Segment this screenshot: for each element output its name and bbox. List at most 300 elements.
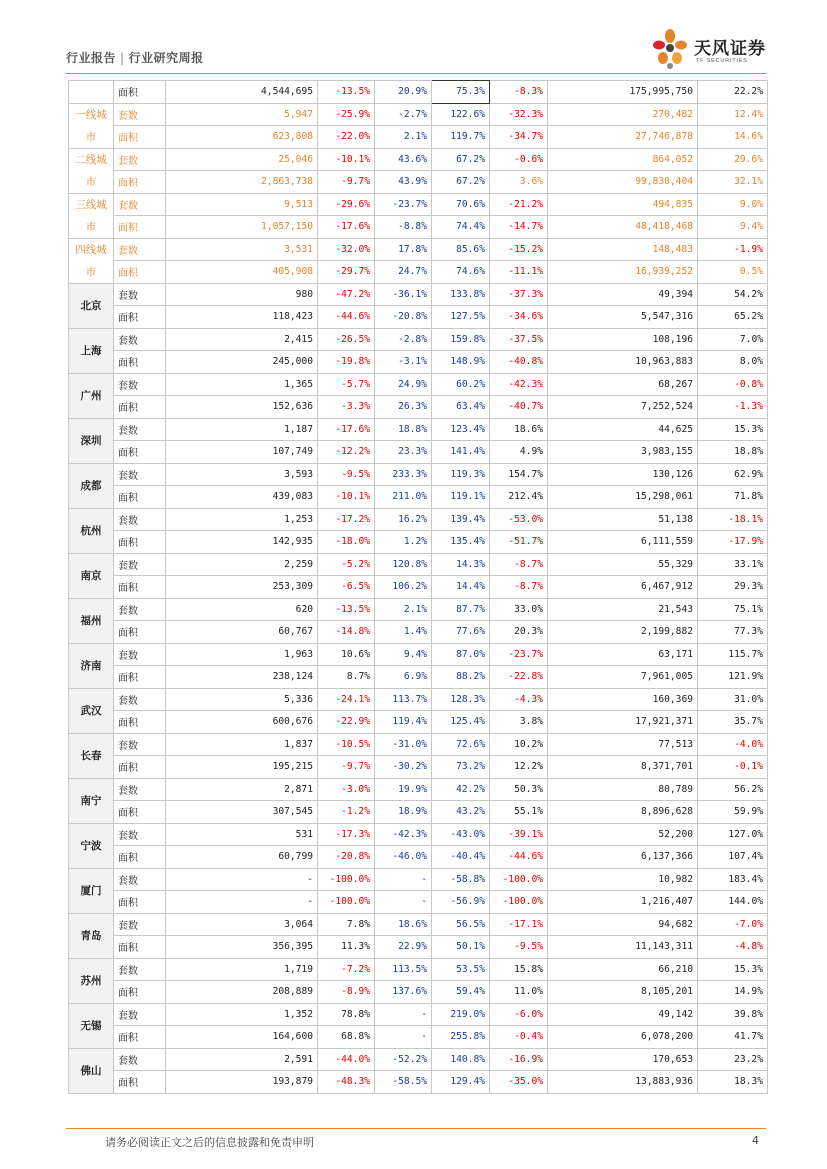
- value-cell: 5,947: [166, 103, 318, 126]
- value-cell: 15.3%: [698, 958, 768, 981]
- page-number: 4: [752, 1134, 759, 1147]
- value-cell: 7.0%: [698, 328, 768, 351]
- table-row: [69, 463, 768, 486]
- value-cell: 980: [166, 283, 318, 306]
- value-cell: 19.9%: [375, 778, 432, 801]
- city-cell: [69, 193, 114, 238]
- city-cell: [69, 238, 114, 283]
- value-cell: 50.3%: [490, 778, 548, 801]
- metric-cell: 面积: [114, 801, 166, 824]
- value-cell: 5,547,316: [548, 306, 698, 329]
- value-cell: -25.9%: [318, 103, 375, 126]
- metric-cell: 面积: [114, 216, 166, 239]
- value-cell: 6,467,912: [548, 576, 698, 599]
- value-cell: 24.7%: [375, 261, 432, 284]
- value-cell: -9.7%: [318, 756, 375, 779]
- table-row: [69, 396, 768, 419]
- value-cell: -42.3%: [375, 823, 432, 846]
- table-row: [69, 306, 768, 329]
- table-row: [69, 576, 768, 599]
- value-cell: 18.8%: [375, 418, 432, 441]
- table-row: [69, 486, 768, 509]
- value-cell: -: [166, 868, 318, 891]
- value-cell: 20.3%: [490, 621, 548, 644]
- metric-cell: 面积: [114, 81, 166, 104]
- value-cell: 18.8%: [698, 441, 768, 464]
- value-cell: -18.0%: [318, 531, 375, 554]
- city-name: 济南: [80, 660, 102, 672]
- value-cell: -0.4%: [490, 1026, 548, 1049]
- value-cell: 144.0%: [698, 891, 768, 914]
- value-cell: -29.7%: [318, 261, 375, 284]
- value-cell: 148,483: [548, 238, 698, 261]
- value-cell: 129.4%: [432, 1071, 490, 1094]
- value-cell: -9.7%: [318, 171, 375, 194]
- value-cell: 63.4%: [432, 396, 490, 419]
- value-cell: -5.2%: [318, 553, 375, 576]
- value-cell: 22.2%: [698, 81, 768, 104]
- value-cell: 2,259: [166, 553, 318, 576]
- value-cell: 70.6%: [432, 193, 490, 216]
- metric-cell: 面积: [114, 441, 166, 464]
- value-cell: -10.1%: [318, 486, 375, 509]
- value-cell: 115.7%: [698, 643, 768, 666]
- report-category: 行业报告: [66, 51, 117, 65]
- value-cell: -44.6%: [318, 306, 375, 329]
- table-row: [69, 1071, 768, 1094]
- value-cell: -10.5%: [318, 733, 375, 756]
- value-cell: 2.1%: [375, 598, 432, 621]
- value-cell: 29.3%: [698, 576, 768, 599]
- logo-name-cn: 天风证券: [694, 39, 766, 59]
- value-cell: 620: [166, 598, 318, 621]
- table-row: [69, 936, 768, 959]
- value-cell: -100.0%: [318, 868, 375, 891]
- value-cell: 0.5%: [698, 261, 768, 284]
- value-cell: 208,889: [166, 981, 318, 1004]
- value-cell: 5,336: [166, 688, 318, 711]
- value-cell: -3.3%: [318, 396, 375, 419]
- value-cell: 77.3%: [698, 621, 768, 644]
- value-cell: 43.9%: [375, 171, 432, 194]
- value-cell: 159.8%: [432, 328, 490, 351]
- value-cell: -22.0%: [318, 126, 375, 149]
- city-cell: [69, 598, 114, 643]
- value-cell: 160,369: [548, 688, 698, 711]
- value-cell: 119.7%: [432, 126, 490, 149]
- value-cell: 18.3%: [698, 1071, 768, 1094]
- value-cell: 14.4%: [432, 576, 490, 599]
- value-cell: 15.3%: [698, 418, 768, 441]
- value-cell: 130,126: [548, 463, 698, 486]
- value-cell: 9.4%: [698, 216, 768, 239]
- value-cell: -11.1%: [490, 261, 548, 284]
- value-cell: -34.6%: [490, 306, 548, 329]
- value-cell: 35.7%: [698, 711, 768, 734]
- value-cell: 75.1%: [698, 598, 768, 621]
- value-cell: -4.8%: [698, 936, 768, 959]
- value-cell: -8.7%: [490, 553, 548, 576]
- table-row: [69, 193, 768, 216]
- metric-cell: 套数: [114, 913, 166, 936]
- value-cell: 1.4%: [375, 621, 432, 644]
- metric-cell: 套数: [114, 148, 166, 171]
- value-cell: -2.8%: [375, 328, 432, 351]
- value-cell: 55.1%: [490, 801, 548, 824]
- value-cell: 32.1%: [698, 171, 768, 194]
- value-cell: 142,935: [166, 531, 318, 554]
- value-cell: 67.2%: [432, 148, 490, 171]
- value-cell: 2,199,882: [548, 621, 698, 644]
- value-cell: 356,395: [166, 936, 318, 959]
- value-cell: 7,961,005: [548, 666, 698, 689]
- city-name: 上海: [80, 345, 102, 357]
- value-cell: 6.9%: [375, 666, 432, 689]
- value-cell: 85.6%: [432, 238, 490, 261]
- city-name: 二线城 市: [75, 153, 107, 188]
- metric-cell: 套数: [114, 193, 166, 216]
- value-cell: -32.3%: [490, 103, 548, 126]
- value-cell: 9.0%: [698, 193, 768, 216]
- value-cell: 9.4%: [375, 643, 432, 666]
- value-cell: 49,142: [548, 1003, 698, 1026]
- tf-securities-logo: [650, 28, 770, 72]
- value-cell: -58.8%: [432, 868, 490, 891]
- value-cell: 12.4%: [698, 103, 768, 126]
- value-cell: 494,835: [548, 193, 698, 216]
- table-row: [69, 148, 768, 171]
- value-cell: -19.8%: [318, 351, 375, 374]
- metric-cell: 面积: [114, 171, 166, 194]
- value-cell: 59.4%: [432, 981, 490, 1004]
- value-cell: 18.6%: [490, 418, 548, 441]
- value-cell: 3,064: [166, 913, 318, 936]
- value-cell: 77.6%: [432, 621, 490, 644]
- value-cell: 127.5%: [432, 306, 490, 329]
- city-cell: [69, 643, 114, 688]
- value-cell: 33.1%: [698, 553, 768, 576]
- table-row: [69, 238, 768, 261]
- value-cell: 113.5%: [375, 958, 432, 981]
- value-cell: -32.0%: [318, 238, 375, 261]
- value-cell: 1,253: [166, 508, 318, 531]
- value-cell: -4.0%: [698, 733, 768, 756]
- value-cell: 74.6%: [432, 261, 490, 284]
- value-cell: -44.0%: [318, 1048, 375, 1071]
- value-cell: 238,124: [166, 666, 318, 689]
- value-cell: 29.6%: [698, 148, 768, 171]
- value-cell: 120.8%: [375, 553, 432, 576]
- value-cell: -3.1%: [375, 351, 432, 374]
- value-cell: -26.5%: [318, 328, 375, 351]
- metric-cell: 套数: [114, 868, 166, 891]
- value-cell: -: [375, 1026, 432, 1049]
- city-name: 宁波: [80, 840, 102, 852]
- table-row: [69, 1026, 768, 1049]
- table-row: [69, 553, 768, 576]
- value-cell: 1,187: [166, 418, 318, 441]
- metric-cell: 面积: [114, 1026, 166, 1049]
- value-cell: 33.0%: [490, 598, 548, 621]
- metric-cell: 套数: [114, 598, 166, 621]
- city-cell: [69, 553, 114, 598]
- city-cell: [69, 81, 114, 104]
- value-cell: 31.0%: [698, 688, 768, 711]
- value-cell: 1,963: [166, 643, 318, 666]
- table-row: [69, 981, 768, 1004]
- value-cell: -17.6%: [318, 418, 375, 441]
- value-cell: 27,746,878: [548, 126, 698, 149]
- metric-cell: 面积: [114, 396, 166, 419]
- value-cell: 18.6%: [375, 913, 432, 936]
- value-cell: 140.8%: [432, 1048, 490, 1071]
- value-cell: 127.0%: [698, 823, 768, 846]
- value-cell: 118,423: [166, 306, 318, 329]
- value-cell: 42.2%: [432, 778, 490, 801]
- table-row: [69, 216, 768, 239]
- value-cell: -51.7%: [490, 531, 548, 554]
- value-cell: 3,593: [166, 463, 318, 486]
- table-row: [69, 418, 768, 441]
- value-cell: 11.3%: [318, 936, 375, 959]
- value-cell: -10.1%: [318, 148, 375, 171]
- table-body: [69, 81, 768, 1094]
- value-cell: 77,513: [548, 733, 698, 756]
- metric-cell: 面积: [114, 711, 166, 734]
- disclaimer-text: 请务必阅读正文之后的信息披露和免责申明: [105, 1136, 314, 1149]
- value-cell: 600,676: [166, 711, 318, 734]
- value-cell: -53.0%: [490, 508, 548, 531]
- city-cell: [69, 1003, 114, 1048]
- value-cell: 135.4%: [432, 531, 490, 554]
- value-cell: -24.1%: [318, 688, 375, 711]
- value-cell: 60.2%: [432, 373, 490, 396]
- metric-cell: 套数: [114, 958, 166, 981]
- value-cell: 59.9%: [698, 801, 768, 824]
- table-row: [69, 261, 768, 284]
- value-cell: -20.8%: [375, 306, 432, 329]
- table-row: [69, 913, 768, 936]
- value-cell: 48,418,468: [548, 216, 698, 239]
- value-cell: -100.0%: [490, 891, 548, 914]
- value-cell: 44,625: [548, 418, 698, 441]
- value-cell: -46.0%: [375, 846, 432, 869]
- metric-cell: 面积: [114, 486, 166, 509]
- city-name: 厦门: [80, 885, 102, 897]
- value-cell: -58.5%: [375, 1071, 432, 1094]
- table-row: [69, 81, 768, 104]
- metric-cell: 套数: [114, 238, 166, 261]
- value-cell: 255.8%: [432, 1026, 490, 1049]
- table-row: [69, 711, 768, 734]
- report-header: [66, 49, 204, 66]
- value-cell: 11.0%: [490, 981, 548, 1004]
- city-name: 福州: [80, 615, 102, 627]
- value-cell: 2,871: [166, 778, 318, 801]
- value-cell: 233.3%: [375, 463, 432, 486]
- value-cell: 23.2%: [698, 1048, 768, 1071]
- value-cell: -40.8%: [490, 351, 548, 374]
- value-cell: 73.2%: [432, 756, 490, 779]
- value-cell: -2.7%: [375, 103, 432, 126]
- value-cell: 22.9%: [375, 936, 432, 959]
- value-cell: -47.2%: [318, 283, 375, 306]
- value-cell: 16,939,252: [548, 261, 698, 284]
- value-cell: 193,879: [166, 1071, 318, 1094]
- metric-cell: 面积: [114, 126, 166, 149]
- value-cell: 87.0%: [432, 643, 490, 666]
- value-cell: 25,046: [166, 148, 318, 171]
- value-cell: 3.6%: [490, 171, 548, 194]
- metric-cell: 面积: [114, 531, 166, 554]
- footer-divider: [66, 1128, 766, 1129]
- value-cell: 8,371,701: [548, 756, 698, 779]
- value-cell: 170,653: [548, 1048, 698, 1071]
- metric-cell: 套数: [114, 418, 166, 441]
- value-cell: 17,921,371: [548, 711, 698, 734]
- table-row: [69, 868, 768, 891]
- report-subcategory: 行业研究周报: [128, 51, 204, 65]
- city-cell: [69, 373, 114, 418]
- value-cell: 10,982: [548, 868, 698, 891]
- table-row: [69, 891, 768, 914]
- city-name: 一线城 市: [75, 108, 107, 143]
- value-cell: 113.7%: [375, 688, 432, 711]
- value-cell: 56.2%: [698, 778, 768, 801]
- value-cell: -100.0%: [318, 891, 375, 914]
- city-name: 苏州: [80, 975, 102, 987]
- value-cell: 63,171: [548, 643, 698, 666]
- table-row: [69, 756, 768, 779]
- value-cell: 94,682: [548, 913, 698, 936]
- value-cell: 20.9%: [375, 81, 432, 104]
- value-cell: 148.9%: [432, 351, 490, 374]
- metric-cell: 套数: [114, 643, 166, 666]
- value-cell: -1.3%: [698, 396, 768, 419]
- value-cell: 43.6%: [375, 148, 432, 171]
- value-cell: 107,749: [166, 441, 318, 464]
- city-name: 南京: [80, 570, 102, 582]
- metric-cell: 套数: [114, 283, 166, 306]
- table-row: [69, 846, 768, 869]
- value-cell: 8.7%: [318, 666, 375, 689]
- value-cell: 1,837: [166, 733, 318, 756]
- value-cell: -42.3%: [490, 373, 548, 396]
- value-cell: -40.7%: [490, 396, 548, 419]
- value-cell: 66,210: [548, 958, 698, 981]
- city-name: 四线城 市: [75, 243, 107, 278]
- value-cell: -6.5%: [318, 576, 375, 599]
- value-cell: 53.5%: [432, 958, 490, 981]
- value-cell: -14.7%: [490, 216, 548, 239]
- value-cell: -23.7%: [375, 193, 432, 216]
- value-cell: 10,963,883: [548, 351, 698, 374]
- value-cell: 56.5%: [432, 913, 490, 936]
- city-name: 杭州: [80, 525, 102, 537]
- metric-cell: 套数: [114, 508, 166, 531]
- value-cell: 26.3%: [375, 396, 432, 419]
- value-cell: -5.7%: [318, 373, 375, 396]
- value-cell: 405,908: [166, 261, 318, 284]
- city-name: 无锡: [80, 1020, 102, 1032]
- city-cell: [69, 913, 114, 958]
- value-cell: -34.7%: [490, 126, 548, 149]
- value-cell: 15.8%: [490, 958, 548, 981]
- value-cell: 175,995,750: [548, 81, 698, 104]
- value-cell: 270,482: [548, 103, 698, 126]
- value-cell: 154.7%: [490, 463, 548, 486]
- value-cell: 531: [166, 823, 318, 846]
- metric-cell: 面积: [114, 981, 166, 1004]
- value-cell: 139.4%: [432, 508, 490, 531]
- value-cell: -44.6%: [490, 846, 548, 869]
- value-cell: 307,545: [166, 801, 318, 824]
- value-cell: 18.9%: [375, 801, 432, 824]
- value-cell: 108,196: [548, 328, 698, 351]
- value-cell: 1,719: [166, 958, 318, 981]
- value-cell: -9.5%: [490, 936, 548, 959]
- metric-cell: 面积: [114, 576, 166, 599]
- city-cell: [69, 148, 114, 193]
- value-cell: -6.0%: [490, 1003, 548, 1026]
- value-cell: 119.3%: [432, 463, 490, 486]
- value-cell: 121.9%: [698, 666, 768, 689]
- table-row: [69, 666, 768, 689]
- value-cell: 52,200: [548, 823, 698, 846]
- metric-cell: 面积: [114, 936, 166, 959]
- value-cell: 60,767: [166, 621, 318, 644]
- metric-cell: 套数: [114, 1048, 166, 1071]
- value-cell: -21.2%: [490, 193, 548, 216]
- value-cell: -: [375, 868, 432, 891]
- metric-cell: 面积: [114, 621, 166, 644]
- value-cell: -22.8%: [490, 666, 548, 689]
- metric-cell: 套数: [114, 553, 166, 576]
- value-cell: 67.2%: [432, 171, 490, 194]
- value-cell: 1.2%: [375, 531, 432, 554]
- value-cell: 99,830,404: [548, 171, 698, 194]
- value-cell: -37.5%: [490, 328, 548, 351]
- table-row: [69, 801, 768, 824]
- value-cell: -: [375, 1003, 432, 1026]
- value-cell: 55,329: [548, 553, 698, 576]
- value-cell: 133.8%: [432, 283, 490, 306]
- value-cell: 23.3%: [375, 441, 432, 464]
- table-row: [69, 283, 768, 306]
- table-row: [69, 508, 768, 531]
- value-cell: 152,636: [166, 396, 318, 419]
- value-cell: 8.0%: [698, 351, 768, 374]
- value-cell: -1.2%: [318, 801, 375, 824]
- value-cell: 119.1%: [432, 486, 490, 509]
- metric-cell: 面积: [114, 891, 166, 914]
- city-cell: [69, 283, 114, 328]
- city-cell: [69, 778, 114, 823]
- value-cell: 219.0%: [432, 1003, 490, 1026]
- metric-cell: 面积: [114, 846, 166, 869]
- metric-cell: 面积: [114, 756, 166, 779]
- value-cell: 122.6%: [432, 103, 490, 126]
- value-cell: 12.2%: [490, 756, 548, 779]
- value-cell: 14.9%: [698, 981, 768, 1004]
- value-cell: 7.8%: [318, 913, 375, 936]
- city-name: 北京: [80, 300, 102, 312]
- city-cell: [69, 688, 114, 733]
- city-name: 三线城 市: [75, 198, 107, 233]
- value-cell: -14.8%: [318, 621, 375, 644]
- value-cell: -17.6%: [318, 216, 375, 239]
- value-cell: -1.9%: [698, 238, 768, 261]
